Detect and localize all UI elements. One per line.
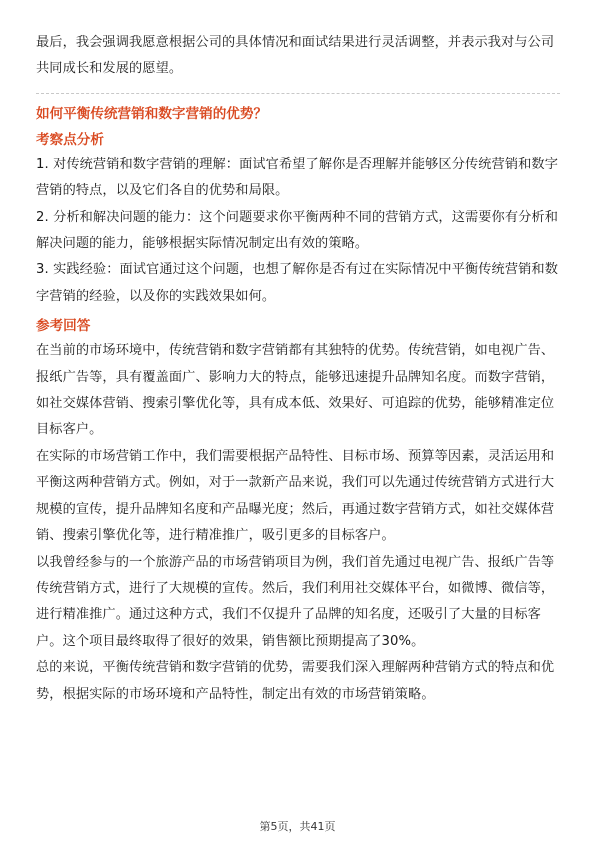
page-number: 第5页，共41页 <box>259 820 336 833</box>
analysis-point: 3. 实践经验：面试官通过这个问题，也想了解你是否有过在实际情况中平衡传统营销和数字营销的经验，以及你的实践效果如何。 <box>36 262 558 304</box>
answer-paragraph: 以我曾经参与的一个旅游产品的市场营销项目为例，我们首先通过电视广告、报纸广告等传统营销方式，进行了大规模的宣传。然后，我们利用社交媒体平台，如微博、微信等，进行精准推广。通过这种方式，我们不仅提升了品牌的知名度，还吸引了大量的目标客户。这个项目最终取得了很好的效果，销售额比预期提高了30%。 <box>36 554 555 649</box>
analysis-point: 1. 对传统营销和数字营销的理解：面试官希望了解你是否理解并能够区分传统营销和数字营销的特点，以及它们各自的优势和局限。 <box>36 156 558 199</box>
section-divider <box>36 93 560 94</box>
answer-paragraph: 总的来说，平衡传统营销和数字营销的优势，需要我们深入理解两种营销方式的特点和优势，根据实际的市场环境和产品特性，制定出有效的市场营销策略。 <box>36 660 555 702</box>
answer-paragraph: 在当前的市场环境中，传统营销和数字营销都有其独特的优势。传统营销，如电视广告、报纸广告等，具有覆盖面广、影响力大的特点，能够迅速提升品牌知名度。而数字营销，如社交媒体营销、搜索引擎优化等，具有成本低、效果好、可追踪的优势，能够精准定位目标客户。 <box>36 343 555 438</box>
answer-heading: 参考回答 <box>36 318 91 335</box>
intro-paragraph: 最后，我会强调我愿意根据公司的具体情况和面试结果进行灵活调整，并表示我对与公司共同成长和发展的愿望。 <box>36 35 555 77</box>
question-heading: 如何平衡传统营销和数字营销的优势？ <box>36 105 268 122</box>
answer-paragraph: 在实际的市场营销工作中，我们需要根据产品特性、目标市场、预算等因素，灵活运用和平衡这两种营销方式。例如，对于一款新产品来说，我们可以先通过传统营销方式进行大规模的宣传，提升品牌知名度和产品曝光度；然后，再通过数字营销方式，如社交媒体营销、搜索引擎优化等，进行精准推广，吸引更多的目标客户。 <box>36 448 555 544</box>
page-content <box>36 30 560 708</box>
analysis-heading: 考察点分析 <box>36 131 104 148</box>
analysis-point: 2. 分析和解决问题的能力：这个问题要求你平衡两种不同的营销方式，这需要你有分析和解决问题的能力，能够根据实际情况制定出有效的策略。 <box>36 209 558 252</box>
